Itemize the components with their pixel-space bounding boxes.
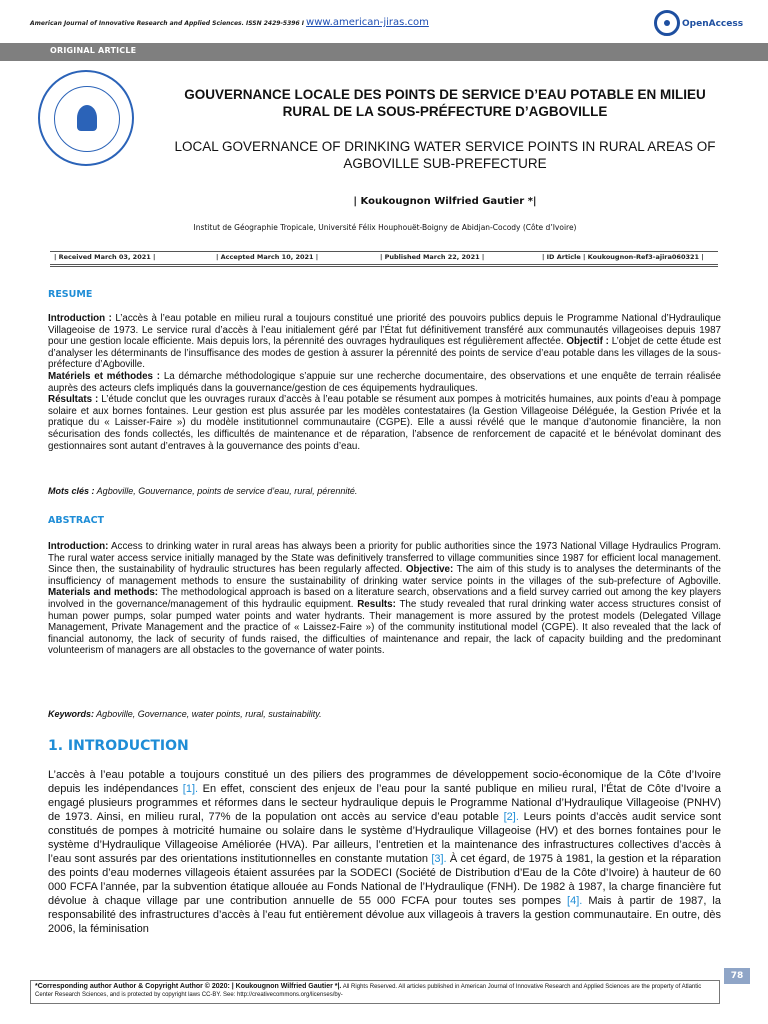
journal-site-link[interactable]: www.american-jiras.com	[306, 17, 429, 28]
title-french: GOUVERNANCE LOCALE DES POINTS DE SERVICE D’EAU POTABLE EN MILIEU RURAL DE LA SOUS-PRÉFECTURE D’AGBOVILLE	[184, 87, 706, 119]
abstract-obj-label: Objective:	[405, 564, 454, 576]
intro-text-4: À cet égard, de 1975 à 1981, la gestion et la réparation des points d’eau modernes villageois étaient assurées par la SODECI (Société de Distribution d’Eau de la Côte d’Ivoire) à hauteur de 60 000 FCFA l’année, par la subvention étatique allouée au Fonds National de l’Hydraulique (FNH). De 1982 à 1987, la charge financière fut dévolue à chaque village par une contribution annuelle de 55 000 FCFA pour toutes ses pompes	[48, 853, 721, 907]
intro-text-2: En effet, conscient des enjeux de l’eau pour la santé publique en milieu rural, l’État de Côte d’Ivoire a engagé plusieurs programmes et réformes dans le secteur hydraulique depuis le Programme National d’Hydraulique Villageoise (PNHV) de 1973. Ainsi, en milieu rural, 77% de la population ont accès au service d’eau potable	[48, 783, 721, 823]
open-access-logo	[654, 10, 744, 38]
resume-kw-text: Agboville, Gouvernance, points de service d’eau, rural, pérennité.	[94, 486, 358, 496]
published-date: | Published March 22, 2021 |	[380, 253, 485, 261]
open-access-label: OpenAccess	[682, 19, 744, 29]
open-access-icon	[654, 10, 680, 36]
journal-seal-logo	[38, 70, 134, 166]
dates-bar	[50, 251, 718, 267]
abstract-kw-text: Agboville, Governance, water points, rural, sustainability.	[94, 709, 322, 719]
resume-body	[48, 313, 721, 452]
abstract-meth-label: Materials and methods:	[48, 587, 159, 599]
abstract-heading: ABSTRACT	[48, 515, 105, 526]
abstract-intro-text: Access to drinking water in rural areas has always been a priority for public authorities since the 1973 National Village Hydraulics Program. The rural water access service initially managed by the State was definitively transferred to village communities since 1987 for efficient local management. Since then, the sustainability of hydraulic structures has been regularly affected.	[48, 541, 721, 576]
seal-emblem-icon	[77, 105, 97, 131]
received-date: | Received March 03, 2021 |	[54, 253, 156, 261]
citation-link-3[interactable]: [3].	[431, 853, 447, 865]
resume-intro-label: Introduction :	[48, 313, 112, 324]
abstract-meth-text: The methodological approach is based on a literature search, observations and a field survey carried out among the key players involved in the governance/management of this hydraulic equipment.	[48, 587, 721, 610]
citation-link-4[interactable]: [4].	[567, 895, 583, 907]
abstract-kw-label: Keywords:	[48, 709, 95, 719]
abstract-intro-label: Introduction:	[48, 541, 109, 552]
resume-heading: RESUME	[48, 289, 93, 300]
introduction-body	[48, 768, 721, 936]
intro-text-1: L’accès à l’eau potable a toujours constitué un des piliers des programmes de développement socio-économique de la Côte d’Ivoire depuis les indépendances	[48, 769, 721, 795]
footer-author-copyright: *Corresponding author Author & Copyright Author © 2020: | Koukougnon Wilfried Gautier *|.	[35, 983, 342, 990]
copyright-footer	[30, 980, 720, 1004]
abstract-res-text: The study revealed that rural drinking water access structures consist of human power pumps, solar pumped water points and water hydrants. Their management is more assured by the protest models (Delegated Village Management, Private Management and the practice of « Laissez-Faire ») of the community institutional model (CGPE). It also revealed that the lack of financial autonomy, the lack of security of funds raised, the difficulties of maintenance and repair, the lack of capacity building and the predominant volunteerism of managers are all obstacles to the governance of water points.	[48, 598, 721, 657]
title-english: LOCAL GOVERNANCE OF DRINKING WATER SERVICE POINTS IN RURAL AREAS OF AGBOVILLE SUB-PREFECTURE	[174, 139, 716, 171]
resume-meth-label: Matériels et méthodes :	[48, 370, 161, 382]
journal-line	[30, 17, 429, 28]
accepted-date: | Accepted March 10, 2021 |	[216, 253, 319, 261]
footer-license-text: All Rights Reserved. All articles published in American Journal of Innovative Research and Applied Sciences are the property of Atlantic Center Research Sciences, and is protected by copyright laws CC-BY. See: http://creativecommons.org/licenses/by-	[35, 984, 702, 998]
resume-obj-label: Objectif :	[566, 336, 609, 348]
article-type-label: ORIGINAL ARTICLE	[50, 46, 137, 55]
intro-text-3: Leurs points d’accès audit service sont constitués de pompes à motricité humaine ou solaire dans le système d’Hydraulique Villageoise (HV) et des bornes fontaines pour le système d’Hydraulique Villageoise Améliorée (HVA). Par ailleurs, l’entretien et la maintenance des infrastructures collectives d’accès à l’eau sont assurés par des orientations institutionnelles en constante mutation	[48, 811, 721, 865]
intro-text-5: Mais à partir de 1987, la responsabilité des infrastructures d’accès à l’eau fut entièrement dévolue aux villageois à travers la gestion communautaire. En outre, dès 2006, la féminisation	[48, 895, 721, 935]
abstract-body	[48, 541, 721, 657]
abstract-obj-text: The aim of this study is to analyses the determinants of the insufficiency of management methods to ensure the sustainability of drinking water service points in the villages of the sub-prefecture of Agboville.	[48, 564, 721, 587]
resume-obj-text: L’objet de cette étude est d’analyser les déterminants de l’insuffisance des modes de gestion à assurer la pérennité des points de service d’eau potable dans les villages de la sous-préfecture d’Agboville.	[48, 336, 721, 371]
citation-link-1[interactable]: [1].	[182, 783, 199, 795]
resume-res-text: L’étude conclut que les ouvrages ruraux d’accès à l’eau potable se résument aux pompes à motricités humaines, aux points d’eau à pompage solaire et aux bornes fontaines. Leur gestion est plus assurée par les modèles contestataires (la Gestion Villageoise Déléguée, la Gestion Privée et la pratique du « Laisser-Faire ») du modèle institutionnel communautaire (CGPE). Elle a aussi révélé que le manque d’autonomie financière, la non sécurisation des fonds collectés, les difficultés de maintenance et de réparation, l’absence de renforcement de capacité et le bénévolat dominant des gestionnaires sont autant d’entraves à la gouvernance des points d’eau.	[48, 394, 722, 452]
abstract-keywords	[48, 709, 721, 719]
article-id: | ID Article | Koukougnon-Ref3-ajira060321 |	[542, 253, 704, 261]
author-name: | Koukougnon Wilfried Gautier *|	[353, 196, 537, 207]
resume-intro-text: L’accès à l’eau potable en milieu rural a toujours constitué une priorité des pouvoirs publics depuis le Programme National d’Hydraulique Villageoise de 1973. Le service rural d’accès à l’eau initialement géré par l’État fut définitivement transféré aux communautés villageoises depuis 1987 pour une gestion locale efficiente. Mais depuis lors, la pérennité des ouvrages hydrauliques est régulièrement affectée.	[48, 313, 721, 348]
seal-inner-ring	[54, 86, 120, 152]
resume-keywords	[48, 486, 721, 496]
journal-name: American Journal of Innovative Research and Applied Sciences. ISSN 2429-5396 I	[30, 20, 304, 27]
author-affiliation: Institut de Géographie Tropicale, Université Félix Houphouët-Boigny de Abidjan-Cocody (Côte d’Ivoire)	[193, 223, 577, 232]
page-number: 78	[724, 968, 750, 984]
abstract-res-label: Results:	[357, 598, 396, 610]
introduction-heading: 1. INTRODUCTION	[48, 738, 189, 754]
resume-meth-text: La démarche méthodologique s’appuie sur une recherche documentaire, des observations et une enquête de terrain réalisée auprès des acteurs clefs impliqués dans la gouvernance/gestion de ces équipements hydrauliques.	[48, 370, 722, 394]
resume-kw-label: Mots clés :	[48, 486, 95, 496]
citation-link-2[interactable]: [2].	[503, 811, 519, 823]
resume-res-label: Résultats :	[48, 394, 99, 406]
